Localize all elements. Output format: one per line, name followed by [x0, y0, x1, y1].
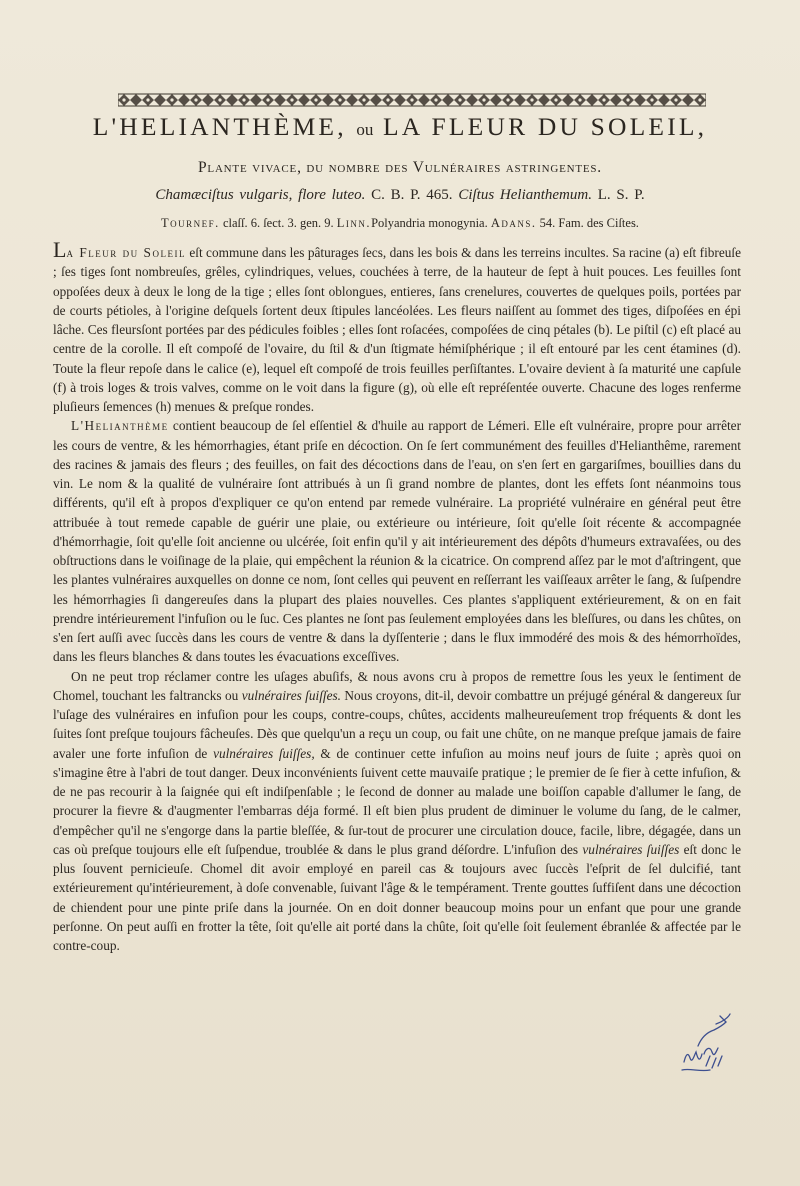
body-text — [53, 237, 741, 955]
page-title — [0, 112, 800, 142]
linnaeus-class: Polyandria monogynia. — [371, 216, 488, 230]
adanson-family: 54. Fam. des Ciſtes. — [539, 216, 639, 230]
synonym-linnaeus-ref: L. S. P. — [597, 187, 645, 203]
tournefort-name: Tournef. — [161, 216, 220, 230]
paragraph-lead: L'Helianthème — [71, 418, 169, 434]
paragraph-description — [53, 237, 741, 416]
botanical-synonyms — [0, 187, 800, 204]
paragraph-text: contient beaucoup de ſel eſſentiel & d'huile au rapport de Lémeri. Elle eſt vulnéraire, propre pour arrêter les cours de ventre, & les hémorrhagies, étant priſe en décoction. On ſe ſert communément des feuilles d'Helianthême, rarement des racines & jamais des fleurs ; des feuilles, on fait des décoctions dans de l'eau, on s'en ſert en gargariſmes, bouillies dans du vin. Le nom & la qualité de vulnéraire ſont attribués à un ſi grand nombre de plantes, dont les effets ſont néanmoins tous différents, qu'il eſt à propos d'expliquer ce qu'on entend par remede vulnéraire. La propriété vulnéraire en général peut être attribuée à tout remede capable de guérir une plaie, ou extérieure ou intérieure, ſoit qu'elle ſoit récente & accompagnée d'hémorrhagie, ſoit qu'elle ſoit ancienne ou ulcérée, ſoit enfin qu'il y ait intérieurement des dépôts d'humeurs extravaſées, ou des obſtructions dans le voiſinage de la plaie, qui empêchent la réunion & la cicatrice. On comprend aſſez par le mot d'aſtringent, que les plantes vulnéraires auxquelles on donne ce nom, ſont celles qui peuvent en reſſerrant les vaiſſeaux arrêter le ſang, & ſuſpendre les hémorrhagies ſi dangereuſes dans la plupart des plaies nouvelles. Ces plantes s'appliquent extérieurement, & on en fait prendre intérieurement l'infuſion ou le ſuc. Ces plantes ne ſont pas ſeulement employées dans les bleſſures, ou dans les chûtes, on s'en ſert auſſi avec ſuccès dans les cours de ventre & dans la dyſſenterie ; dans le flux immodéré des mois & des hémorrhoïdes, dans les fleurs blanches & dans toutes les évacuations exceſſives. — [53, 418, 741, 665]
italic-term: vulnéraires ſuiſſes — [582, 841, 680, 857]
page-subtitle: Plante vivace, du nombre des Vulnéraires astringentes. — [198, 159, 602, 176]
italic-term: vulnéraires ſuiſſes, — [213, 745, 315, 761]
library-stamp-icon — [676, 1012, 734, 1082]
paragraph-chomel — [53, 667, 741, 956]
ornamental-border-icon — [118, 93, 706, 107]
paragraph-text: eſt commune dans les pâturages ſecs, dans les bois & dans les terreins incultes. Sa racine (a) eſt fibreuſe ; ſes tiges ſont nombreuſes, grêles, cylindriques, velues, couchées à terre, de la hauteur de ſept à huit pouces. Les feuilles ſont oppoſées deux à deux le long de la tige ; elles ſont oblongues, entieres, ſans crenelures, couvertes de quelques poils, portées par de courts pétioles, à l'origine deſquels ſortent deux ſtipules lancéolées. Les fleurs naiſſent au ſommet des tiges, diſpoſées en épi lâche. Ces fleursſont portées par des pédicules foibles ; elles ſont roſacées, compoſées de cinq pétales (b). Le piſtil (c) eſt placé au centre de la corolle. Il eſt compoſé de l'ovaire, du ſtil & d'un ſtigmate hémiſphérique ; il eſt entouré par les cent étamines (d). Toute la fleur repoſe dans le calice (e), lequel eſt compoſé de trois feuilles perſiſtantes. L'ovaire devient à ſa maturité une capſule (f) à trois loges & trois valves, comme on le voit dans la figure (g), où elle eſt repréſentée ouverte. Chacune des loges renferme pluſieurs ſemences (h) menues & preſque rondes. — [53, 245, 741, 414]
paragraph-text: Nous croyons, dit-il, devoir combattre un préjugé général & dangereux ſur l'uſage des vulnéraires en infuſion pour les coups, contre-coups, chûtes, accidents malheureuſement trop fréquents & dont les ſuites ſont preſque toujours fâcheuſes. Dès que quelqu'un a reçu un coup, ou fait une chûte, on ne manque preſque jamais de faire avaler une forte infuſion de — [53, 687, 741, 761]
italic-term: vulnéraires ſuiſſes. — [241, 687, 341, 703]
drop-cap: L — [53, 237, 67, 262]
paragraph-properties — [53, 416, 741, 666]
paragraph-lead: a Fleur du Soleil — [66, 245, 186, 260]
adanson-name: Adans. — [490, 216, 537, 230]
synonym-bauhin-ref: C. B. P. 465. — [371, 187, 453, 203]
paragraph-text: & de continuer cette infuſion au moins neuf jours de ſuite ; après quoi on s'imagine être à l'abri de tout danger. Deux inconvénients ſuivent cette mauvaiſe pratique ; le premier de ſe fier à cette infuſion, & de ne pas recourir à la ſaignée qui eſt indiſpenſable ; le ſecond de donner au malade une boiſſon capable d'allumer le ſang, de procurer la fievre & d'augmenter l'embarras déja formé. Il eſt bien plus prudent de diminuer le volume du ſang, de le calmer, d'empêcher qu'il ne s'engorge dans la partie bleſſée, & ſur-tout de procurer une circulation douce, facile, libre, dégagée, dans un cas où preſque toujours elle eſt ſuſpendue, troublée & dans le plus grand déſordre. L'infuſion des — [53, 745, 741, 857]
synonym-linnaeus: Ciſtus Helianthemum. — [458, 187, 592, 203]
synonym-bauhin: Chamæciſtus vulgaris, flore luteo. — [155, 187, 366, 203]
paragraph-text: On ne peut trop réclamer contre les uſages abuſifs, & nous avons cru à propos de remettre ſous les yeux le ſentiment de Chomel, touchant les faltrancks ou — [53, 668, 741, 703]
classification-line — [0, 216, 800, 231]
title-alternate: LA FLEUR DU SOLEIL, — [382, 112, 708, 141]
title-main: L'HELIANTHÈME, — [92, 112, 347, 141]
tournefort-class: claſſ. 6. ſect. 3. gen. 9. — [222, 216, 334, 230]
paragraph-text: eſt donc le plus ſouvent pernicieuſe. Chomel dit avoir employé en pareil cas & toujours avec ſuccès l'eſprit de ſel dulcifié, tant extérieurement qu'intérieurement, à doſe convenable, ſuivant l'âge & le tempérament. Trente gouttes ſuffiſent dans une décoction de chiendent pour une pinte priſe dans la journée. On en doit donner beaucoup moins pour un enfant que pour une grande perſonne. On peut auſſi en frotter la tête, ſoit qu'elle ait porté dans la chûte, ſoit qu'elle ſoit ſeulement ébranlée & affectée par le contre-coup. — [53, 841, 741, 953]
title-conjunction: ou — [356, 120, 374, 139]
linnaeus-name: Linn. — [336, 216, 372, 230]
